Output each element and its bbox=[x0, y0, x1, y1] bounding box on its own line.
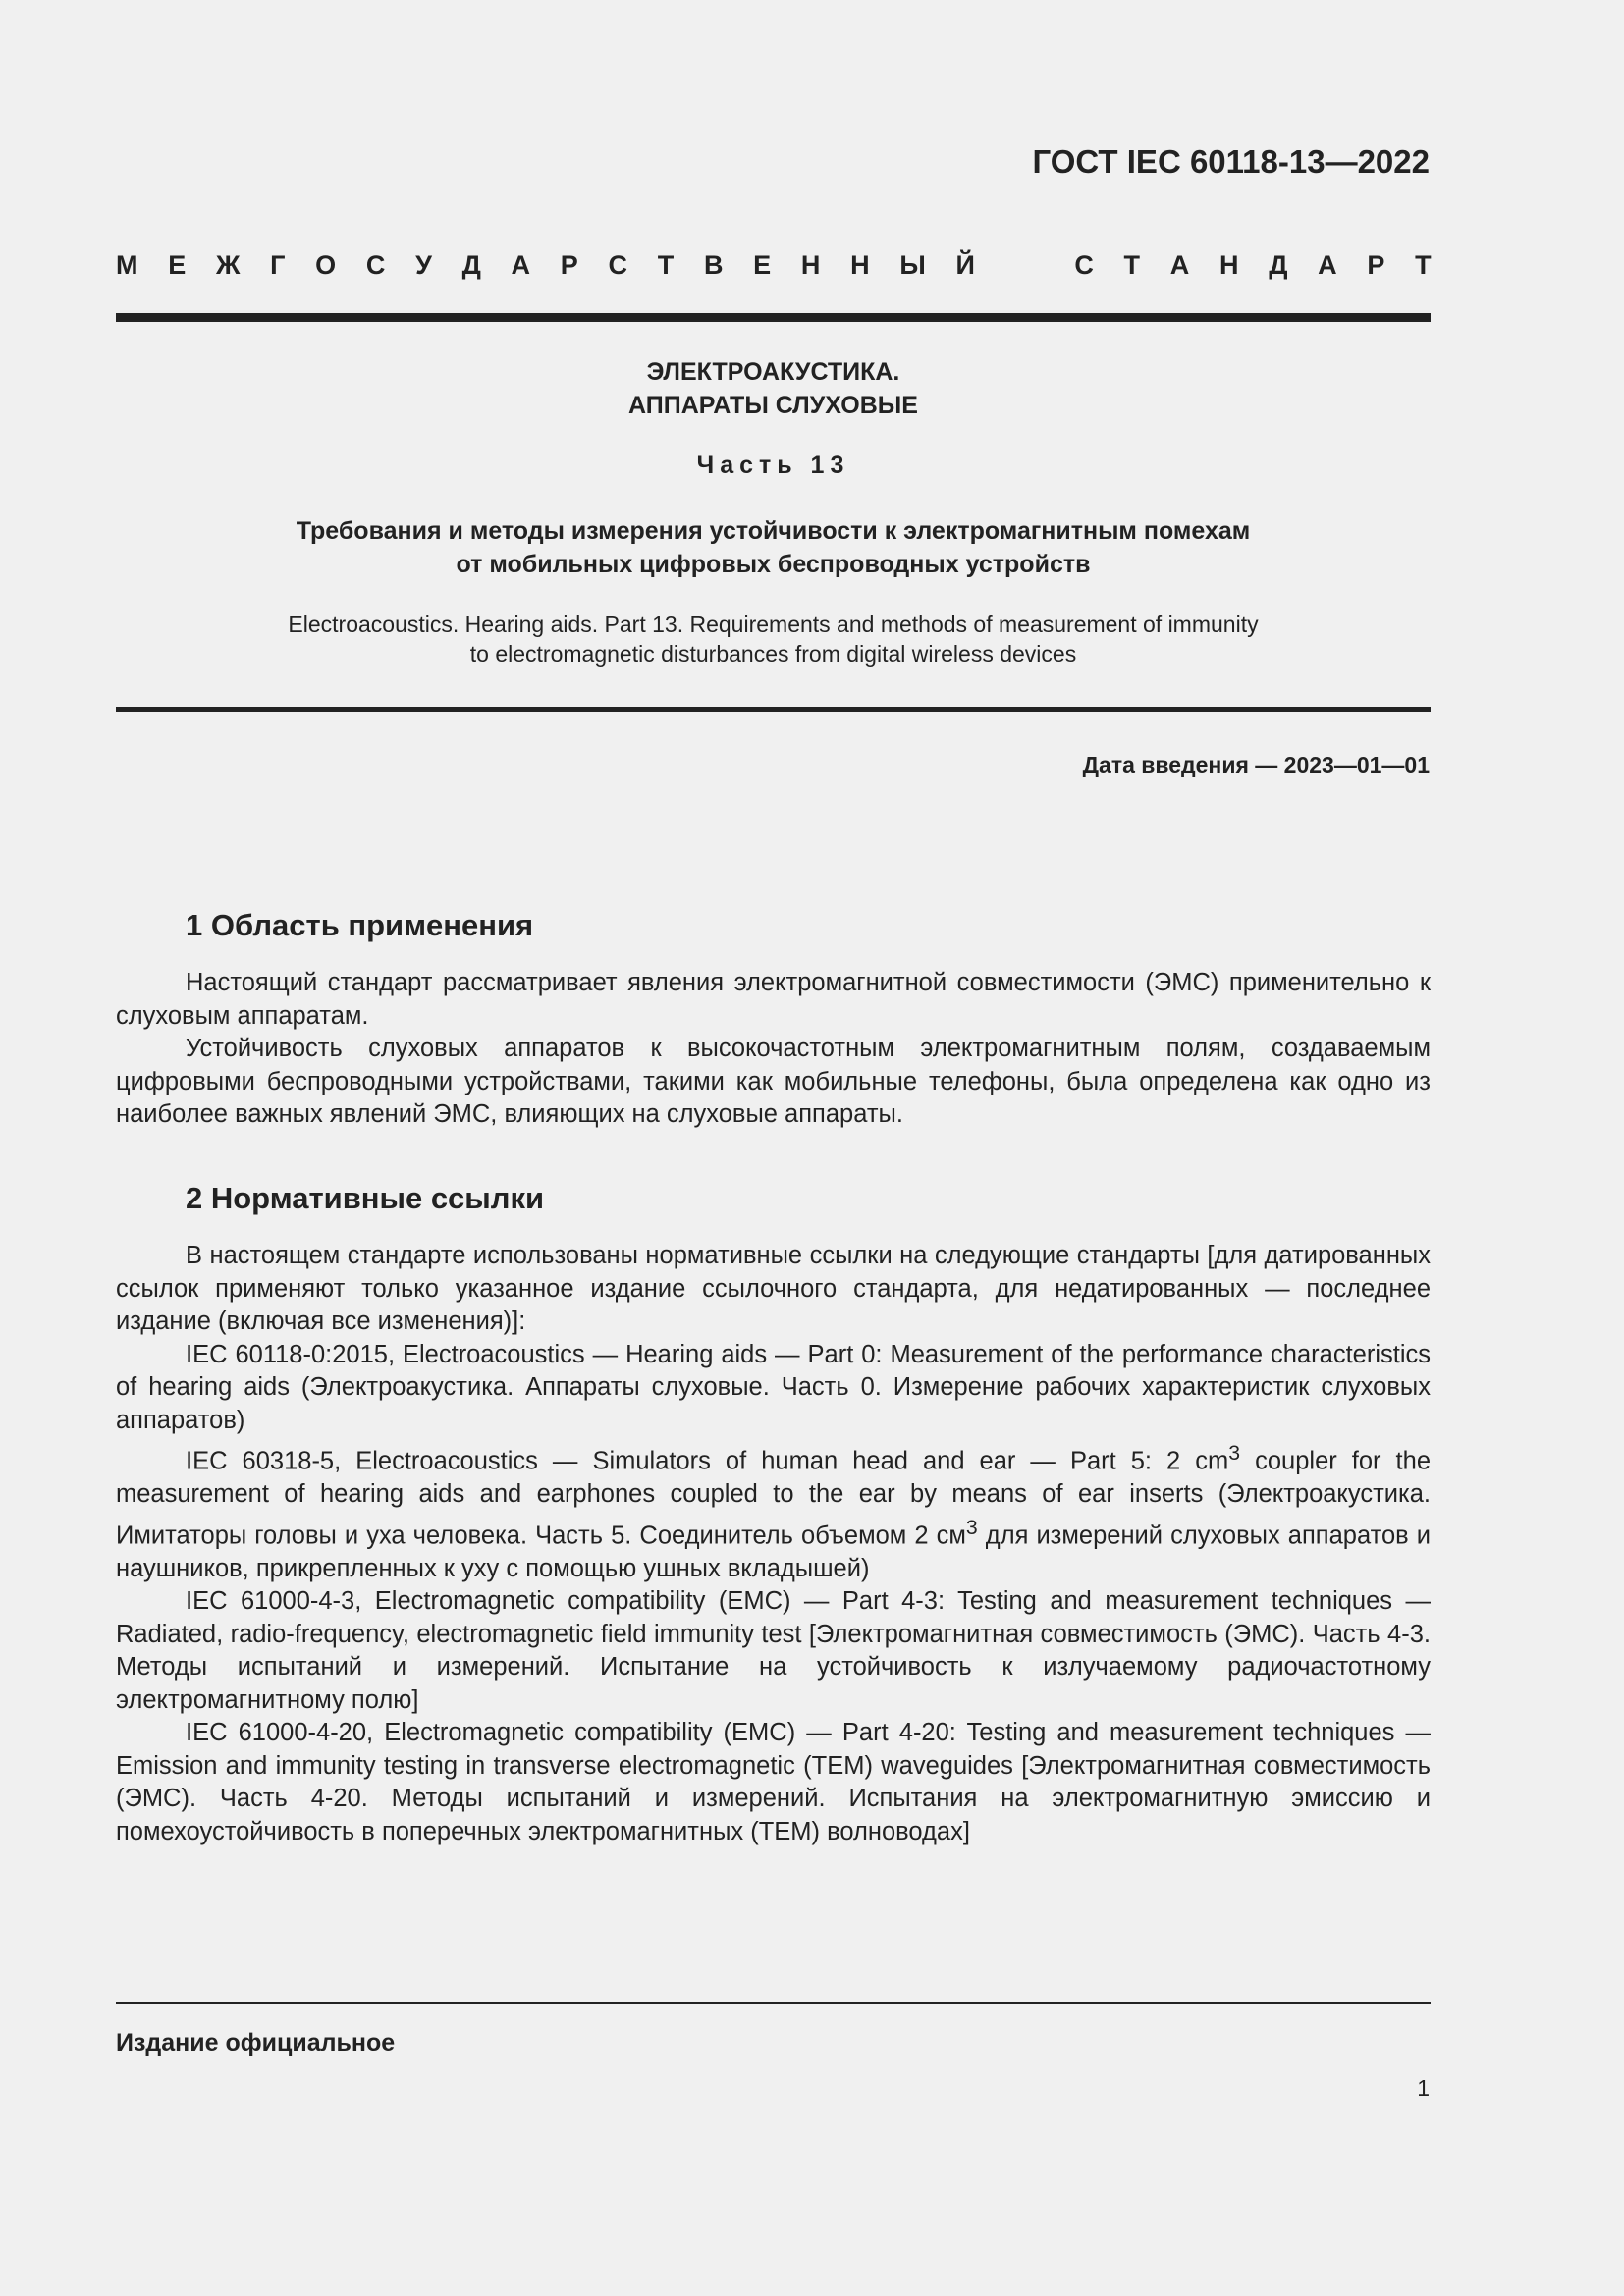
banner-letter: Р bbox=[1367, 250, 1385, 280]
page-number: 1 bbox=[1417, 2075, 1430, 2101]
banner-letter: Н bbox=[800, 250, 821, 280]
document-subtitle bbox=[116, 514, 1431, 581]
section-1-heading: 1 Область применения bbox=[186, 908, 534, 942]
title-line-2: АППАРАТЫ СЛУХОВЫЕ bbox=[628, 392, 918, 419]
document-title bbox=[116, 355, 1431, 422]
banner-letter: Е bbox=[168, 250, 187, 280]
banner-letter: Н bbox=[850, 250, 870, 280]
banner-letter: А bbox=[1318, 250, 1337, 280]
banner-letter: У bbox=[415, 250, 432, 280]
banner-letter: Ы bbox=[899, 250, 926, 280]
document-code: ГОСТ IEC 60118-13—2022 bbox=[1032, 143, 1430, 180]
footer-divider bbox=[116, 2002, 1431, 2004]
edition-label: Издание официальное bbox=[116, 2029, 396, 2056]
part-number: Часть 13 bbox=[696, 452, 850, 479]
banner-letter: Р bbox=[560, 250, 578, 280]
english-title-line-1: Electroacoustics. Hearing aids. Part 13. Requirements and methods of measurement of immunity bbox=[288, 612, 1259, 637]
superscript: 3 bbox=[1228, 1441, 1241, 1465]
reference-text: IEC 60318-5, Electroacoustics — Simulators of human head and ear — Part 5: 2 cm bbox=[186, 1447, 1229, 1475]
superscript: 3 bbox=[965, 1515, 978, 1539]
banner-letter: Г bbox=[270, 250, 286, 280]
section-1-paragraph: Устойчивость слуховых аппаратов к высокочастотным электромагнитным полям, создаваемым цифровыми беспроводными устройствами, такими как мобильные телефоны, была определена как одно из наиболее важных явлений ЭМС, влияющих на слуховые аппараты. bbox=[116, 1035, 1431, 1128]
header-divider bbox=[116, 313, 1431, 322]
banner-letter: А bbox=[511, 250, 531, 280]
title-line-1: ЭЛЕКТРОАКУСТИКА. bbox=[646, 358, 900, 386]
section-2-paragraph: В настоящем стандарте использованы нормативные ссылки на следующие стандарты [для датированных ссылок применяют только указанное издание ссылочного стандарта, для недатированных — последнее издание (включая все изменения)]: bbox=[116, 1242, 1431, 1335]
reference-item: IEC 61000-4-3, Electromagnetic compatibility (EMC) — Part 4-3: Testing and measurement techniques — Radiated, radio-frequency, electromagnetic field immunity test [Электромагнитная совместимость (ЭМС). Часть 4-3. Методы испытаний и измерений. Испытание на устойчивость к излучаемому радиочастотному электромагнитному полю] bbox=[116, 1587, 1431, 1714]
introduction-date: Дата введения — 2023—01—01 bbox=[1082, 752, 1430, 777]
section-2-heading: 2 Нормативные ссылки bbox=[186, 1181, 545, 1215]
banner-letter: Д bbox=[461, 250, 481, 280]
subtitle-line-2: от мобильных цифровых беспроводных устройств bbox=[456, 551, 1091, 578]
banner-letter: С bbox=[365, 250, 386, 280]
banner-letter: С bbox=[1074, 250, 1094, 280]
banner-gap bbox=[1005, 250, 1045, 281]
banner-letter: Т bbox=[1415, 250, 1432, 280]
banner-letter: Т bbox=[657, 250, 675, 280]
reference-item: IEC 60118-0:2015, Electroacoustics — Hearing aids — Part 0: Measurement of the performance characteristics of hearing aids (Электроакустика. Аппараты слуховые. Часть 0. Измерение рабочих характеристик слуховых аппаратов) bbox=[116, 1340, 1431, 1434]
banner-letter: Ж bbox=[215, 250, 241, 280]
reference-item bbox=[116, 1437, 1431, 1585]
section-2-body bbox=[116, 1240, 1431, 1848]
banner-letter: М bbox=[116, 250, 138, 280]
banner-letter: О bbox=[315, 250, 337, 280]
banner-letter: С bbox=[608, 250, 627, 280]
banner-letter: А bbox=[1169, 250, 1190, 280]
banner-letter: В bbox=[703, 250, 724, 280]
section-1-body bbox=[116, 967, 1431, 1132]
section-1-paragraph: Настоящий стандарт рассматривает явления электромагнитной совместимости (ЭМС) применительно к слуховым аппаратам. bbox=[116, 969, 1431, 1030]
banner-letter: Т bbox=[1123, 250, 1141, 280]
banner-letter: Н bbox=[1218, 250, 1239, 280]
english-title-line-2: to electromagnetic disturbances from digital wireless devices bbox=[469, 641, 1077, 667]
banner-letter: Е bbox=[753, 250, 772, 280]
reference-item: IEC 61000-4-20, Electromagnetic compatibility (EMC) — Part 4-20: Testing and measurement techniques — Emission and immunity testing in transverse electromagnetic (TEM) waveguides [Электромагнитная совместимость (ЭМС). Часть 4-20. Методы испытаний и измерений. Испытания на электромагнитную эмиссию и помехоустойчивость в поперечных электромагнитных (ТЕМ) волноводах] bbox=[116, 1719, 1431, 1845]
reference-text: для измерений слуховых аппаратов и наушников, прикрепленных к уху с помощью ушных вкладышей) bbox=[116, 1522, 1432, 1582]
banner-letter: Д bbox=[1269, 250, 1288, 280]
english-title bbox=[116, 610, 1431, 668]
interstate-standard-banner bbox=[116, 250, 1432, 281]
reference-text: coupler for the measurement of hearing aids and earphones coupled to the ear by means of ear inserts (Электроакустика. Имитаторы головы и уха человека. Часть 5. Соединитель объемом 2 см bbox=[116, 1447, 1431, 1549]
subtitle-line-1: Требования и методы измерения устойчивости к электромагнитным помехам bbox=[296, 517, 1251, 545]
banner-letter: Й bbox=[955, 250, 975, 280]
title-divider bbox=[116, 707, 1431, 712]
